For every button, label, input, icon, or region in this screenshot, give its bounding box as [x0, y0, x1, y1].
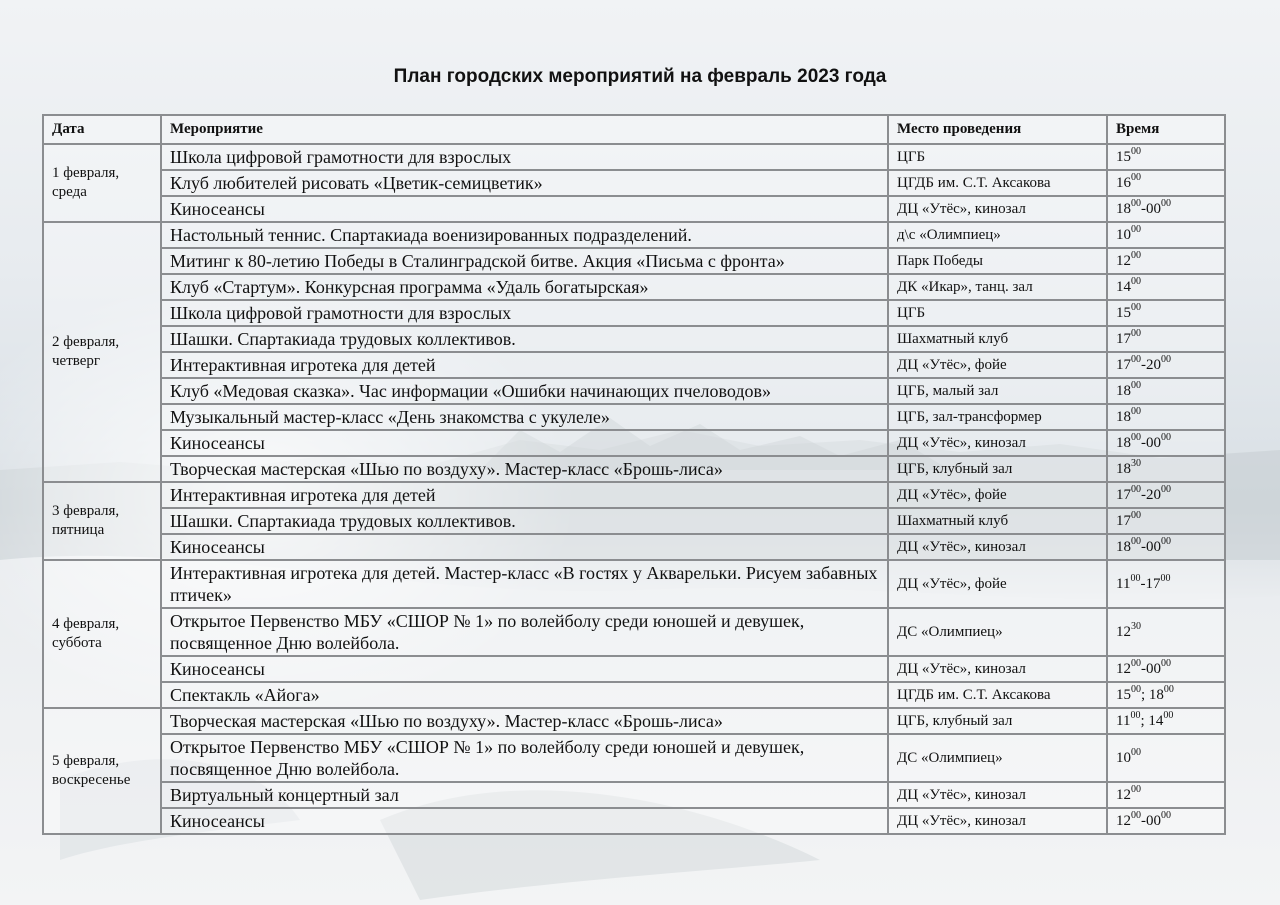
event-cell: Киносеансы [161, 430, 888, 456]
place-cell: ДЦ «Утёс», фойе [888, 352, 1107, 378]
date-cell [43, 560, 161, 708]
date-text: 3 февраля, [52, 503, 120, 519]
event-cell: Клуб «Стартум». Конкурсная программа «Удаль богатырская» [161, 274, 888, 300]
date-text: 1 февраля, [52, 165, 120, 181]
date-cell [43, 708, 161, 834]
table-row [43, 534, 1225, 560]
event-cell: Школа цифровой грамотности для взрослых [161, 300, 888, 326]
table-row [43, 274, 1225, 300]
event-cell: Школа цифровой грамотности для взрослых [161, 144, 888, 170]
time-cell: $16^{00}$ [1107, 170, 1225, 196]
weekday-text: среда [52, 184, 87, 200]
time-cell: $14^{00}$ [1107, 274, 1225, 300]
table-row [43, 404, 1225, 430]
date-text: 2 февраля, [52, 334, 120, 350]
time-cell: $18^{00}-00^{00}$ [1107, 196, 1225, 222]
place-cell: ДЦ «Утёс», фойе [888, 560, 1107, 608]
place-cell: ДЦ «Утёс», кинозал [888, 430, 1107, 456]
event-cell: Музыкальный мастер-класс «День знакомства с укулеле» [161, 404, 888, 430]
event-cell: Творческая мастерская «Шью по воздуху». Мастер-класс «Брошь-лиса» [161, 708, 888, 734]
place-cell: ЦГБ [888, 144, 1107, 170]
date-text: 4 февраля, [52, 616, 120, 632]
place-cell: ЦГБ, клубный зал [888, 456, 1107, 482]
table-row [43, 682, 1225, 708]
table-row [43, 508, 1225, 534]
place-cell: ДЦ «Утёс», кинозал [888, 782, 1107, 808]
place-cell: ДЦ «Утёс», фойе [888, 482, 1107, 508]
place-cell: ДЦ «Утёс», кинозал [888, 534, 1107, 560]
table-row [43, 170, 1225, 196]
table-row [43, 300, 1225, 326]
event-cell: Настольный теннис. Спартакиада военизированных подразделений. [161, 222, 888, 248]
time-cell: $12^{00}-00^{00}$ [1107, 808, 1225, 834]
time-cell: $18^{00}$ [1107, 404, 1225, 430]
event-cell: Интерактивная игротека для детей [161, 352, 888, 378]
event-cell: Шашки. Спартакиада трудовых коллективов. [161, 508, 888, 534]
table-row [43, 708, 1225, 734]
time-cell: $11^{00}$; $14^{00}$ [1107, 708, 1225, 734]
time-cell: $15^{00}$; $18^{00}$ [1107, 682, 1225, 708]
table-row [43, 608, 1225, 656]
event-cell: Киносеансы [161, 656, 888, 682]
weekday-text: воскресенье [52, 772, 131, 788]
table-row [43, 482, 1225, 508]
place-cell: ЦГДБ им. С.Т. Аксакова [888, 682, 1107, 708]
place-cell: Шахматный клуб [888, 508, 1107, 534]
place-cell: ДК «Икар», танц. зал [888, 274, 1107, 300]
weekday-text: пятница [52, 522, 105, 538]
event-cell: Спектакль «Айога» [161, 682, 888, 708]
place-cell: ЦГБ [888, 300, 1107, 326]
event-cell: Киносеансы [161, 196, 888, 222]
date-cell [43, 482, 161, 560]
event-cell: Открытое Первенство МБУ «СШОР № 1» по волейболу среди юношей и девушек, посвященное Дню волейбола. [161, 734, 888, 782]
time-cell: $12^{00}-00^{00}$ [1107, 656, 1225, 682]
time-cell: $12^{00}$ [1107, 248, 1225, 274]
place-cell: Шахматный клуб [888, 326, 1107, 352]
time-cell: $17^{00}$ [1107, 326, 1225, 352]
table-body [43, 144, 1225, 834]
time-cell: $11^{00}-17^{00}$ [1107, 560, 1225, 608]
table-row [43, 352, 1225, 378]
column-header-place: Место проведения [888, 115, 1107, 144]
event-cell: Митинг к 80-летию Победы в Сталинградской битве. Акция «Письма с фронта» [161, 248, 888, 274]
time-cell: $15^{00}$ [1107, 300, 1225, 326]
event-cell: Шашки. Спартакиада трудовых коллективов. [161, 326, 888, 352]
page-title: План городских мероприятий на февраль 2023 года [393, 66, 887, 87]
table-row [43, 222, 1225, 248]
place-cell: Парк Победы [888, 248, 1107, 274]
time-cell: $17^{00}-20^{00}$ [1107, 352, 1225, 378]
event-cell: Клуб любителей рисовать «Цветик-семицветик» [161, 170, 888, 196]
table-header-row [43, 115, 1225, 144]
place-cell: д\с «Олимпиец» [888, 222, 1107, 248]
table-row [43, 456, 1225, 482]
place-cell: ЦГБ, малый зал [888, 378, 1107, 404]
place-cell: ДЦ «Утёс», кинозал [888, 196, 1107, 222]
time-cell: $18^{00}$ [1107, 378, 1225, 404]
events-table [42, 114, 1226, 835]
time-cell: $15^{00}$ [1107, 144, 1225, 170]
table-row [43, 430, 1225, 456]
time-cell: $12^{30}$ [1107, 608, 1225, 656]
column-header-date: Дата [43, 115, 161, 144]
place-cell: ДС «Олимпиец» [888, 734, 1107, 782]
place-cell: ЦГБ, зал-трансформер [888, 404, 1107, 430]
date-text: 5 февраля, [52, 753, 120, 769]
time-cell: $17^{00}$ [1107, 508, 1225, 534]
time-cell: $17^{00}-20^{00}$ [1107, 482, 1225, 508]
table-row [43, 144, 1225, 170]
table-row [43, 196, 1225, 222]
event-cell: Творческая мастерская «Шью по воздуху». Мастер-класс «Брошь-лиса» [161, 456, 888, 482]
event-cell: Интерактивная игротека для детей. Мастер-класс «В гостях у Акварельки. Рисуем забавных птичек» [161, 560, 888, 608]
event-cell: Виртуальный концертный зал [161, 782, 888, 808]
event-cell: Киносеансы [161, 808, 888, 834]
event-cell: Клуб «Медовая сказка». Час информации «Ошибки начинающих пчеловодов» [161, 378, 888, 404]
date-cell [43, 144, 161, 222]
date-cell [43, 222, 161, 482]
place-cell: ДЦ «Утёс», кинозал [888, 656, 1107, 682]
table-row [43, 560, 1225, 608]
time-cell: $18^{00}-00^{00}$ [1107, 534, 1225, 560]
place-cell: ЦГДБ им. С.Т. Аксакова [888, 170, 1107, 196]
event-cell: Интерактивная игротека для детей [161, 482, 888, 508]
table-row [43, 326, 1225, 352]
place-cell: ДС «Олимпиец» [888, 608, 1107, 656]
table-row [43, 734, 1225, 782]
place-cell: ЦГБ, клубный зал [888, 708, 1107, 734]
time-cell: $10^{00}$ [1107, 222, 1225, 248]
table-row [43, 656, 1225, 682]
place-cell: ДЦ «Утёс», кинозал [888, 808, 1107, 834]
table-row [43, 378, 1225, 404]
time-cell: $18^{00}-00^{00}$ [1107, 430, 1225, 456]
time-cell: $12^{00}$ [1107, 782, 1225, 808]
weekday-text: суббота [52, 635, 102, 651]
table-row [43, 248, 1225, 274]
column-header-event: Мероприятие [161, 115, 888, 144]
table-row [43, 782, 1225, 808]
column-header-time: Время [1107, 115, 1225, 144]
weekday-text: четверг [52, 353, 101, 369]
event-cell: Киносеансы [161, 534, 888, 560]
time-cell: $18^{30}$ [1107, 456, 1225, 482]
table-row [43, 808, 1225, 834]
event-cell: Открытое Первенство МБУ «СШОР № 1» по волейболу среди юношей и девушек, посвященное Дню волейбола. [161, 608, 888, 656]
time-cell: $10^{00}$ [1107, 734, 1225, 782]
